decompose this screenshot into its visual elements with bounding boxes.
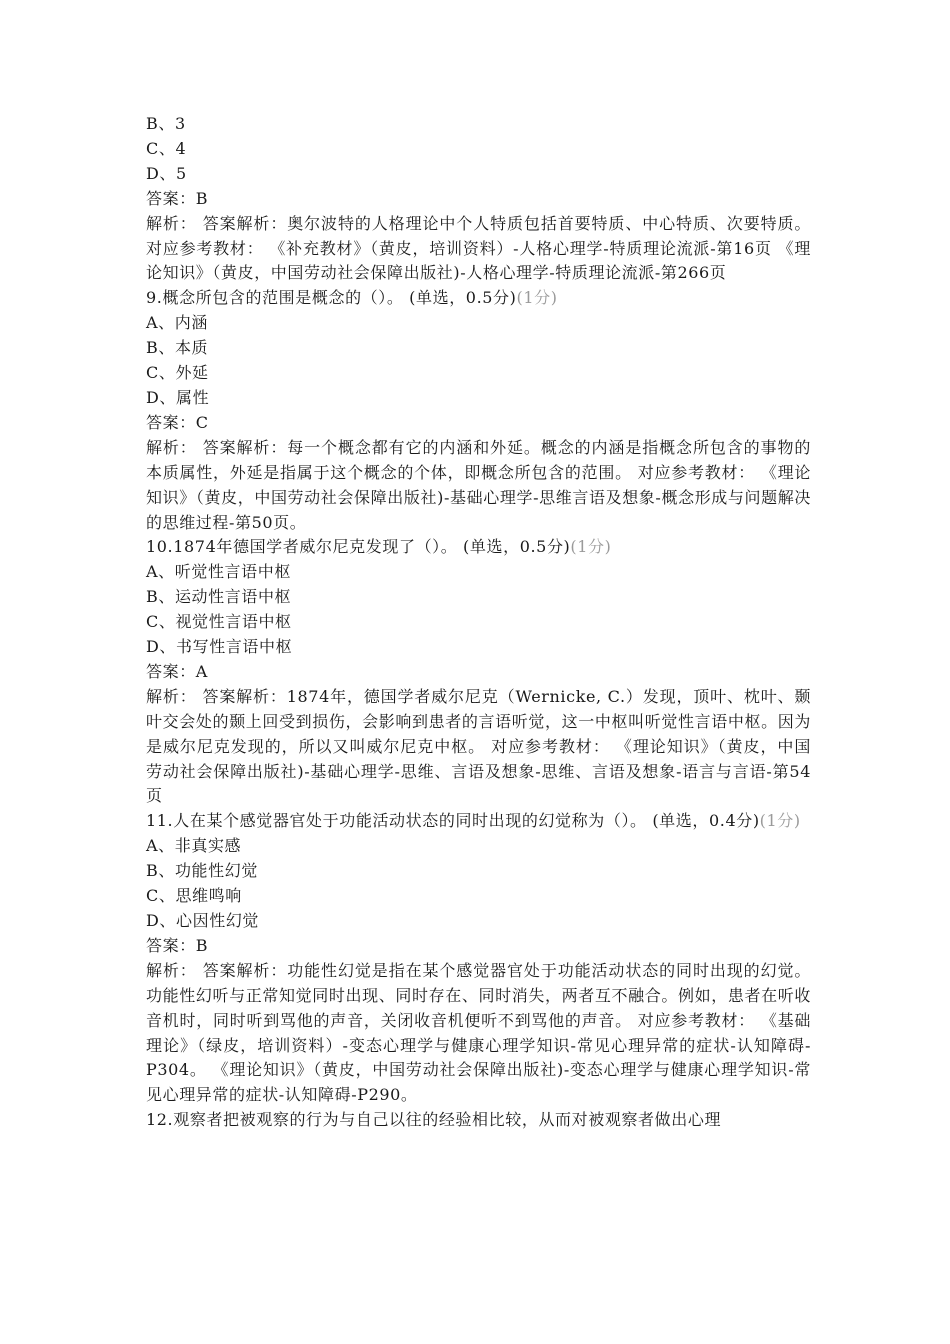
q8-answer: 答案：B xyxy=(146,188,209,208)
q11-option-d: D、心因性幻觉 xyxy=(146,911,260,930)
q11-question-text: 11.人在某个感觉器官处于功能活动状态的同时出现的幻觉称为（）。 (单选，0.4分) xyxy=(146,811,760,831)
document-page xyxy=(146,112,811,1133)
q9-option-c: C、外延 xyxy=(146,363,209,383)
q11-score: (1分) xyxy=(759,811,801,831)
q9-analysis: 解析： 答案解析：每一个概念都有它的内涵和外延。概念的内涵是指概念所包含的事物的本质属性，外延是指属于这个概念的个体，即概念所包含的范围。 对应参考教材： 《理论知识》（黄皮，中国劳动社会保障出版社)-基础心理学-思维言语及想象-概念形成与问题解决的思维过程-第50页。 xyxy=(146,437,811,532)
q9-option-b: B、本质 xyxy=(146,338,209,358)
q11-analysis: 解析： 答案解析：功能性幻觉是指在某个感觉器官处于功能活动状态的同时出现的幻觉。功能性幻听与正常知觉同时出现、同时存在、同时消失，两者互不融合。例如，患者在听收音机时，同时听到骂他的声音，关闭收音机便听不到骂他的声音。 对应参考教材： 《基础理论》（绿皮，培训资料）-变态心理学与健康心理学知识-常见心理异常的症状-认知障碍-P304。 《理论知识》（黄皮，中国劳动社会保障出版社)-变态心理学与健康心理学知识-常见心理异常的症状-认知障碍-P290。 xyxy=(146,960,811,1105)
q10-question xyxy=(146,535,811,560)
q10-answer: 答案：A xyxy=(146,661,208,681)
q11-answer: 答案：B xyxy=(146,935,209,955)
q9-question-text: 9.概念所包含的范围是概念的（）。 (单选，0.5分) xyxy=(146,288,517,308)
q10-option-b: B、运动性言语中枢 xyxy=(146,587,292,607)
q9-answer: 答案：C xyxy=(146,412,209,432)
q8-option-c: C、4 xyxy=(146,138,187,158)
q12-question: 12.观察者把被观察的行为与自己以往的经验相比较，从而对被观察者做出心理 xyxy=(146,1110,722,1130)
q8-analysis: 解析： 答案解析：奥尔波特的人格理论中个人特质包括首要特质、中心特质、次要特质。 对应参考教材： 《补充教材》（黄皮，培训资料）-人格心理学-特质理论流派-第16页 《理论知识》（黄皮，中国劳动社会保障出版社)-人格心理学-特质理论流派-第266页 xyxy=(146,213,811,283)
q10-score: (1分) xyxy=(570,537,612,557)
q9-question xyxy=(146,286,811,311)
q8-option-d: D、5 xyxy=(146,163,187,183)
q9-option-a: A、内涵 xyxy=(146,313,208,333)
q10-option-a: A、听觉性言语中枢 xyxy=(146,562,291,582)
q10-question-text: 10.1874年德国学者威尔尼克发现了（）。 (单选，0.5分) xyxy=(146,537,571,557)
q8-option-b: B、3 xyxy=(146,114,186,133)
q10-option-d: D、书写性言语中枢 xyxy=(146,637,293,657)
q11-option-c: C、思维鸣响 xyxy=(146,886,242,906)
q9-score: (1分) xyxy=(516,288,558,308)
q11-option-a: A、非真实感 xyxy=(146,836,242,856)
q9-option-d: D、属性 xyxy=(146,387,210,407)
q11-option-b: B、功能性幻觉 xyxy=(146,861,258,881)
q10-analysis: 解析： 答案解析：1874年，德国学者威尔尼克（Wernicke, C.）发现，顶叶、枕叶、颞叶交会处的颞上回受到损伤，会影响到患者的言语听觉，这一中枢叫听觉性言语中枢。因为是威尔尼克发现的，所以又叫威尔尼克中枢。 对应参考教材： 《理论知识》（黄皮，中国劳动社会保障出版社)-基础心理学-思维、言语及想象-思维、言语及想象-语言与言语-第54页 xyxy=(146,686,811,806)
q11-question xyxy=(146,809,811,834)
q10-option-c: C、视觉性言语中枢 xyxy=(146,612,292,632)
